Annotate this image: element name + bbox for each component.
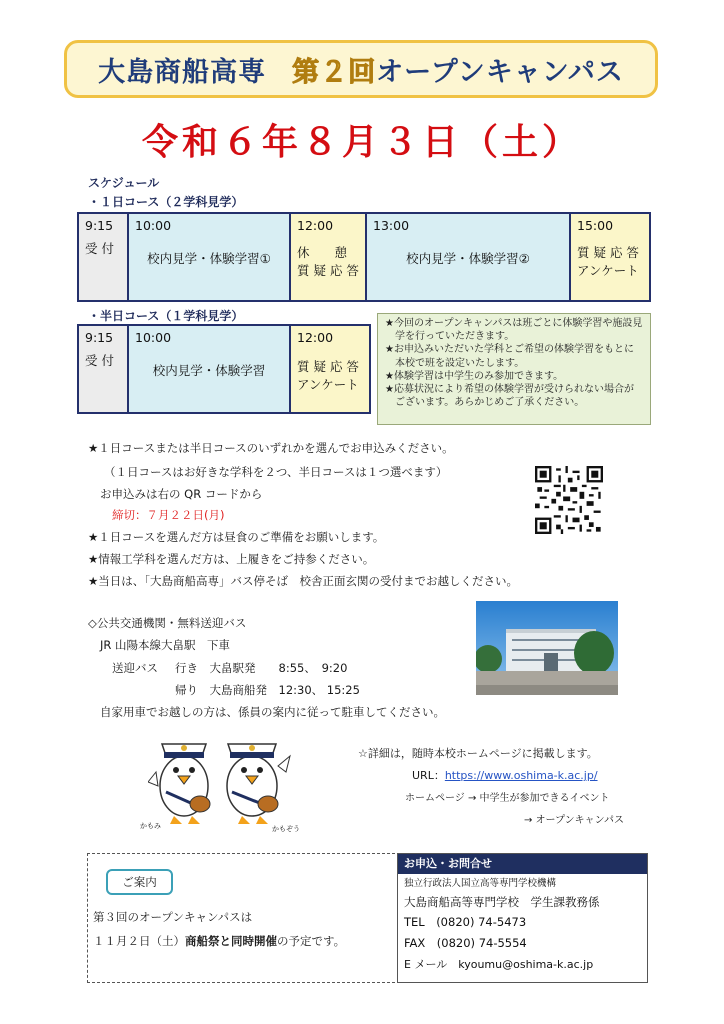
full-day-label: ・１日コース（２学科見学） (88, 195, 244, 209)
cell-text-2: 質 疑 応 答 (297, 263, 359, 278)
time-label: 15:00 (577, 218, 614, 233)
note-item: ★今回のオープンキャンパスは班ごとに体験学習や施設見学を行っていただきます。 (385, 318, 643, 343)
cell-text-2: アンケート (577, 263, 639, 278)
event-title: オープンキャンパス (376, 56, 624, 88)
info-course-note: （１日コースはお好きな学科を２つ、半日コースは１つ選べます） (104, 465, 448, 479)
contact-box (397, 853, 648, 983)
cell-qa (290, 325, 370, 413)
time-label: 13:00 (373, 218, 410, 233)
website-path-2: → オープンキャンパス (524, 815, 624, 826)
cell-text-2: アンケート (297, 377, 359, 392)
cell-text: 校内見学・体験学習① (147, 251, 271, 266)
website-link[interactable]: https://www.oshima-k.ac.jp/ (444, 769, 598, 782)
info-reception: ★当日は、「大島商船高専」バス停そば 校舎正面玄関の受付までお越しください。 (88, 574, 519, 588)
time-label: 10:00 (135, 218, 172, 233)
contact-fax: FAX (0820) 74-5554 (404, 936, 527, 950)
website-note: ☆詳細は，随時本校ホームページに掲載します。 (358, 747, 598, 760)
contact-dept: 大島商船高等専門学校 学生課教務係 (404, 895, 600, 909)
info-apply: ★１日コースまたは半日コースのいずれかを選んでお申込みください。 (88, 441, 454, 455)
cell-text: 校内見学・体験学習 (152, 363, 266, 378)
time-label: 12:00 (297, 330, 334, 345)
cell-tour-2 (366, 213, 570, 301)
next-event-highlight: 商船祭と同時開催 (185, 934, 277, 948)
time-label: 12:00 (297, 218, 334, 233)
mascot-kamomi-icon (148, 744, 210, 824)
mascot-kamozou-icon (227, 744, 290, 824)
time-label: 10:00 (135, 330, 172, 345)
cell-reception (78, 325, 128, 413)
event-number: 第２回 (292, 56, 377, 88)
event-date: 令和６年８月３日（土） (141, 122, 582, 163)
cell-text: 質 疑 応 答 (297, 359, 359, 374)
cell-text: 質 疑 応 答 (577, 245, 639, 260)
half-day-label: ・半日コース（１学科見学） (88, 309, 244, 323)
half-day-schedule (77, 324, 371, 414)
campus-photo (476, 601, 618, 695)
cell-tour (128, 325, 290, 413)
bus-outbound: 行き 大畠駅発 8:55、 9:20 (175, 661, 348, 675)
transport-heading: ◇公共交通機関・無料送迎バス (88, 616, 247, 630)
cell-qa (570, 213, 650, 301)
contact-tel[interactable]: TEL (0820) 74-5473 (404, 915, 527, 929)
cell-reception (78, 213, 128, 301)
cell-text: 校内見学・体験学習② (406, 251, 530, 266)
bus-return: 帰り 大島商船発 12:30、 15:25 (175, 683, 360, 697)
mascot-illustration (148, 726, 296, 832)
time-label: 9:15 (85, 218, 114, 233)
title-banner (64, 40, 658, 98)
notes-box (377, 313, 651, 425)
info-qr-note: お申込みは右の QR コードから (100, 487, 263, 501)
contact-header: お申込・お問合せ (398, 854, 647, 874)
event-name (292, 50, 624, 89)
guide-tag: ご案内 (106, 869, 173, 895)
cell-break (290, 213, 366, 301)
deadline: 締切：７月２２日(月) (112, 508, 225, 522)
full-day-schedule (77, 212, 651, 302)
contact-org: 独立行政法人国立高等専門学校機構 (404, 878, 557, 889)
website-path-1: ホームページ → 中学生が参加できるイベント (405, 793, 610, 804)
website-url-row (412, 768, 598, 783)
bus-label: 送迎バス (112, 661, 158, 675)
cell-tour-1 (128, 213, 290, 301)
cell-text: 休 憩 (297, 245, 348, 260)
schedule-heading: スケジュール (88, 176, 160, 190)
next-event-line-2 (93, 934, 345, 949)
cell-text: 受 付 (85, 353, 114, 368)
note-item: ★お申込みいただいた学科とご希望の体験学習をもとに本校で班を設定いたします。 (385, 344, 634, 369)
school-name: 大島商船高専 (98, 56, 267, 88)
cell-text: 受 付 (85, 241, 114, 256)
url-label: URL： (412, 769, 445, 782)
note-item: ★応募状況により希望の体験学習が受けられない場合がございます。あらかじめご了承ください。 (385, 384, 634, 409)
next-event-line-1: 第３回のオープンキャンパスは (93, 910, 253, 924)
car-note: 自家用車でお越しの方は、係員の案内に従って駐車してください。 (100, 705, 445, 719)
mascot-name-left: かもみ (140, 822, 161, 830)
qr-code[interactable] (535, 466, 603, 534)
contact-email[interactable]: E メール kyoumu@oshima-k.ac.jp (404, 958, 594, 971)
info-lunch: ★１日コースを選んだ方は昼食のご準備をお願いします。 (88, 530, 385, 544)
mascot-name-right: かもぞう (272, 825, 300, 833)
next-event-date: １１月２日（土） (93, 934, 185, 948)
next-event-suffix: の予定です。 (277, 934, 346, 948)
transport-train: JR 山陽本線大畠駅 下車 (100, 638, 231, 652)
time-label: 9:15 (85, 330, 114, 345)
note-item: ★体験学習は中学生のみ参加できます。 (385, 370, 564, 382)
info-shoes: ★情報工学科を選んだ方は、上履きをご持参ください。 (88, 552, 375, 566)
